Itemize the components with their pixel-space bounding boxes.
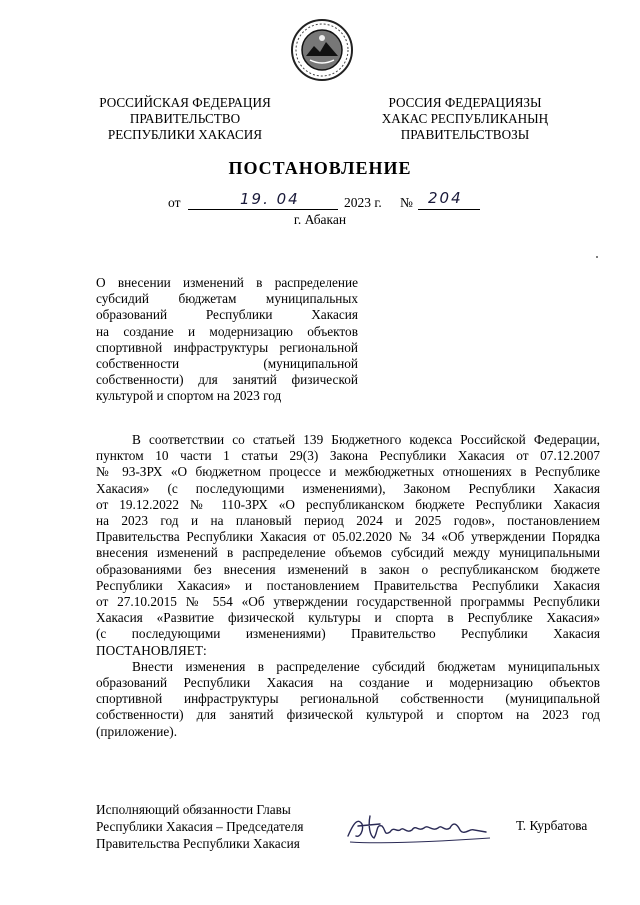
position-line: Исполняющий обязанности Главы [96, 802, 291, 817]
subject-line: собственности (муниципальной [96, 356, 358, 372]
scan-speck [596, 256, 598, 258]
document-subject [96, 275, 358, 405]
date-prefix: от [168, 195, 181, 210]
position-line: Республики Хакасия – Председателя [96, 818, 304, 834]
body-line: образований Республики Хакасия на создание и модернизацию объектов [96, 675, 600, 691]
body-line: Хакасия «Развитие физической культуры и спорта в Республике Хакасия» [96, 610, 600, 626]
body-line: образованиями без внесения изменений в закон о республиканском бюджете [96, 561, 600, 577]
header-right-line: ПРАВИТЕЛЬСТВОЗЫ [400, 127, 530, 142]
body-line: № 93-ЗРХ «О бюджетном процессе и межбюджетных отношениях в Республике [96, 464, 600, 480]
body-line: Республики Хакасия» и постановлением Правительства Республики Хакасия [96, 577, 600, 593]
date-year: 2023 г. [344, 195, 382, 210]
number-sign: № [400, 195, 413, 210]
signatory-position [96, 802, 336, 852]
body-line: Хакасия» (с последующими изменениями), Законом Республики Хакасия [96, 480, 600, 496]
header-right-line: РОССИЯ ФЕДЕРАЦИЯЗЫ [388, 95, 542, 110]
subject-line: собственности) для занятий физической [96, 372, 358, 388]
body-line-resolves: ПОСТАНОВЛЯЕТ: [96, 642, 207, 658]
city-name: г. Абакан [293, 212, 347, 227]
body-line: на 2023 год и на плановый период 2024 и 2025 годов», постановлением [96, 513, 600, 529]
header-right-block [350, 95, 580, 143]
header-left-line: РОССИЙСКАЯ ФЕДЕРАЦИЯ [99, 95, 271, 110]
body-line: пунктом 10 части 1 статьи 29(3) Закона Республики Хакасия от 07.12.2007 [96, 448, 600, 464]
header-left-line: РЕСПУБЛИКИ ХАКАСИЯ [107, 127, 263, 142]
subject-line: О внесении изменений в распределение [96, 275, 358, 290]
date-blank-line [188, 209, 338, 210]
document-body [96, 432, 600, 740]
handwritten-number: 204 [428, 189, 463, 207]
subject-line: культурой и спортом на 2023 год [96, 388, 282, 404]
body-line: от 27.10.2015 № 554 «Об утверждении государственной программы Республики [96, 594, 600, 610]
handwritten-date: 19. 04 [240, 190, 300, 208]
handwritten-signature [340, 802, 500, 852]
subject-line: субсидий бюджетам муниципальных [96, 291, 358, 307]
body-line: (с последующими изменениями) Правительство Республики Хакасия [96, 626, 600, 642]
republic-of-khakassia-coat-of-arms-icon [290, 18, 354, 82]
body-line: (приложение). [96, 723, 178, 739]
subject-line: на создание и модернизацию объектов [96, 323, 358, 339]
body-line: собственности) для занятий физической культурой и спортом на 2023 год [96, 707, 600, 723]
body-line: В соответствии со статьей 139 Бюджетного кодекса Российской Федерации, [132, 432, 600, 447]
number-blank-line [418, 209, 480, 210]
signatory-name: Т. Курбатова [516, 818, 588, 833]
subject-line: спортивной инфраструктуры региональной [96, 339, 358, 355]
header-left-line: ПРАВИТЕЛЬСТВО [129, 111, 241, 126]
subject-line: образований Республики Хакасия [96, 307, 358, 323]
body-line: внесения изменений в распределение объемов субсидий между муниципальными [96, 545, 600, 561]
header-left-block [80, 95, 290, 143]
document-title: ПОСТАНОВЛЕНИЕ [228, 158, 412, 178]
body-line: Правительства Республики Хакасия от 05.02.2020 № 34 «Об утверждении Порядка [96, 529, 600, 545]
header-right-line: ХАКАС РЕСПУБЛИКАНЫҢ [381, 111, 549, 126]
position-line: Правительства Республики Хакасия [96, 835, 300, 851]
body-line: спортивной инфраструктуры региональной собственности (муниципальной [96, 691, 600, 707]
body-line: от 19.12.2022 № 110-ЗРХ «О республиканском бюджете Республики Хакасия [96, 496, 600, 512]
body-line: Внести изменения в распределение субсидий бюджетам муниципальных [132, 658, 600, 674]
